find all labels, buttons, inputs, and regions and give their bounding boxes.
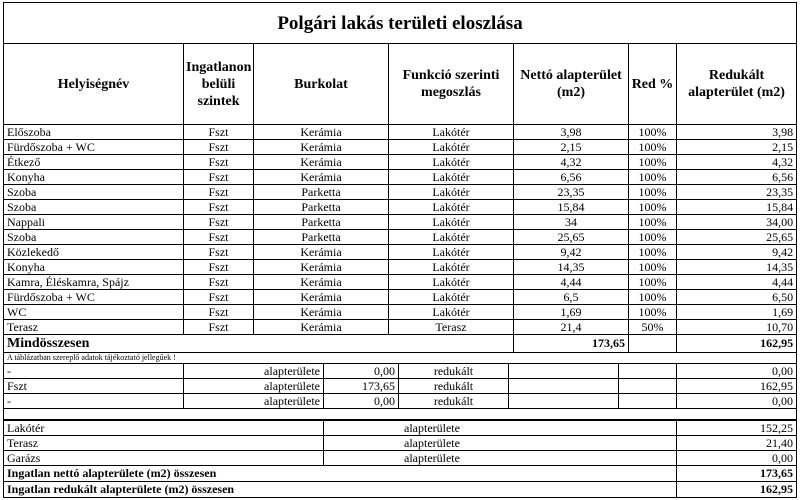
level-area-label: alapterülete (184, 364, 324, 379)
cell-floor: Kerámia (254, 125, 389, 140)
function-label: alapterülete (324, 421, 677, 436)
cell-floor: Kerámia (254, 290, 389, 305)
cell-red: 100% (629, 155, 677, 170)
cell-red: 50% (629, 320, 677, 335)
table-row (4, 215, 797, 230)
level-rows (4, 364, 797, 409)
function-label: alapterülete (324, 436, 677, 451)
function-name: Terasz (4, 436, 324, 451)
cell-net: 34 (514, 215, 629, 230)
spacer-row (4, 409, 797, 420)
cell-net: 23,35 (514, 185, 629, 200)
function-name: Lakótér (4, 421, 324, 436)
cell-red: 100% (629, 245, 677, 260)
level-name: Fszt (4, 379, 184, 394)
cell-level: Fszt (184, 320, 254, 335)
cell-floor: Kerámia (254, 170, 389, 185)
cell-reduced: 9,42 (677, 245, 797, 260)
cell-function: Lakótér (389, 155, 514, 170)
function-value: 152,25 (677, 421, 797, 436)
cell-reduced: 25,65 (677, 230, 797, 245)
level-name: - (4, 394, 184, 409)
cell-function: Lakótér (389, 260, 514, 275)
level-area-label: alapterülete (184, 394, 324, 409)
cell-red: 100% (629, 260, 677, 275)
function-label: alapterülete (324, 451, 677, 466)
level-red-spacer (509, 394, 619, 409)
cell-red: 100% (629, 200, 677, 215)
cell-floor: Kerámia (254, 155, 389, 170)
cell-floor: Kerámia (254, 275, 389, 290)
cell-floor: Parketta (254, 185, 389, 200)
cell-net: 3,98 (514, 125, 629, 140)
cell-floor: Kerámia (254, 320, 389, 335)
cell-net: 4,44 (514, 275, 629, 290)
cell-floor: Kerámia (254, 305, 389, 320)
cell-room: Előszoba (4, 125, 184, 140)
header-function: Funkció szerinti megoszlás (389, 44, 514, 125)
cell-floor: Parketta (254, 215, 389, 230)
table-row (4, 320, 797, 335)
cell-level: Fszt (184, 170, 254, 185)
cell-level: Fszt (184, 200, 254, 215)
cell-red: 100% (629, 305, 677, 320)
cell-net: 4,32 (514, 155, 629, 170)
level-area: 0,00 (324, 364, 399, 379)
table-row (4, 290, 797, 305)
function-summary-table (3, 420, 797, 498)
total-reduced: 162,95 (677, 335, 797, 353)
cell-reduced: 10,70 (677, 320, 797, 335)
cell-room: Közlekedő (4, 245, 184, 260)
cell-reduced: 3,98 (677, 125, 797, 140)
table-row (4, 200, 797, 215)
level-red-spacer (509, 364, 619, 379)
cell-function: Lakótér (389, 275, 514, 290)
cell-room: WC (4, 305, 184, 320)
cell-level: Fszt (184, 125, 254, 140)
level-area-label: alapterülete (184, 379, 324, 394)
cell-net: 2,15 (514, 140, 629, 155)
cell-room: Konyha (4, 260, 184, 275)
table-row (4, 140, 797, 155)
header-floor: Burkolat (254, 44, 389, 125)
cell-room: Szoba (4, 200, 184, 215)
table-row (4, 125, 797, 140)
cell-level: Fszt (184, 245, 254, 260)
cell-level: Fszt (184, 275, 254, 290)
level-red-spacer (509, 379, 619, 394)
function-row (4, 451, 797, 466)
level-red-spacer2 (619, 364, 677, 379)
table-row (4, 260, 797, 275)
cell-reduced: 6,50 (677, 290, 797, 305)
cell-room: Fürdőszoba + WC (4, 140, 184, 155)
cell-level: Fszt (184, 230, 254, 245)
level-red-label: redukált (399, 379, 509, 394)
cell-room: Szoba (4, 185, 184, 200)
function-row (4, 421, 797, 436)
cell-level: Fszt (184, 215, 254, 230)
cell-red: 100% (629, 185, 677, 200)
summary-value: 173,65 (677, 466, 797, 482)
total-net: 173,65 (514, 335, 629, 353)
cell-level: Fszt (184, 155, 254, 170)
cell-reduced: 34,00 (677, 215, 797, 230)
cell-net: 21,4 (514, 320, 629, 335)
cell-red: 100% (629, 230, 677, 245)
level-red: 0,00 (677, 394, 797, 409)
cell-reduced: 2,15 (677, 140, 797, 155)
level-summary-table (3, 363, 797, 420)
table-row (4, 245, 797, 260)
cell-reduced: 1,69 (677, 305, 797, 320)
cell-floor: Parketta (254, 200, 389, 215)
cell-function: Terasz (389, 320, 514, 335)
cell-net: 6,5 (514, 290, 629, 305)
note-row (4, 353, 797, 364)
cell-red: 100% (629, 290, 677, 305)
level-red-spacer2 (619, 379, 677, 394)
cell-room: Konyha (4, 170, 184, 185)
summary-value: 162,95 (677, 482, 797, 498)
header-level: Ingatlanon belüli szintek (184, 44, 254, 125)
cell-floor: Kerámia (254, 140, 389, 155)
cell-function: Lakótér (389, 125, 514, 140)
header-row (4, 44, 797, 125)
function-rows (4, 421, 797, 466)
cell-net: 14,35 (514, 260, 629, 275)
summary-row (4, 482, 797, 498)
level-red-spacer2 (619, 394, 677, 409)
table-row (4, 170, 797, 185)
cell-floor: Kerámia (254, 245, 389, 260)
level-red: 0,00 (677, 364, 797, 379)
cell-red: 100% (629, 215, 677, 230)
cell-red: 100% (629, 275, 677, 290)
function-value: 0,00 (677, 451, 797, 466)
cell-reduced: 4,32 (677, 155, 797, 170)
cell-function: Lakótér (389, 200, 514, 215)
table-row (4, 275, 797, 290)
cell-net: 6,56 (514, 170, 629, 185)
room-rows (4, 125, 797, 335)
cell-reduced: 6,56 (677, 170, 797, 185)
table-row (4, 305, 797, 320)
note-text: A táblázatban szereplő adatok tájékoztató jellegűek ! (4, 353, 797, 364)
level-name: - (4, 364, 184, 379)
summary-rows (4, 466, 797, 498)
cell-floor: Kerámia (254, 260, 389, 275)
cell-function: Lakótér (389, 305, 514, 320)
level-row (4, 379, 797, 394)
area-table (3, 2, 797, 363)
cell-red: 100% (629, 140, 677, 155)
total-row (4, 335, 797, 353)
level-area: 0,00 (324, 394, 399, 409)
level-row (4, 364, 797, 379)
table-row (4, 155, 797, 170)
cell-level: Fszt (184, 305, 254, 320)
cell-room: Szoba (4, 230, 184, 245)
function-name: Garázs (4, 451, 324, 466)
header-net: Nettó alapterület (m2) (514, 44, 629, 125)
cell-function: Lakótér (389, 290, 514, 305)
cell-red: 100% (629, 125, 677, 140)
level-area: 173,65 (324, 379, 399, 394)
cell-level: Fszt (184, 290, 254, 305)
level-red: 162,95 (677, 379, 797, 394)
cell-room: Fürdőszoba + WC (4, 290, 184, 305)
cell-level: Fszt (184, 140, 254, 155)
level-red-label: redukált (399, 394, 509, 409)
function-value: 21,40 (677, 436, 797, 451)
cell-floor: Parketta (254, 230, 389, 245)
cell-net: 1,69 (514, 305, 629, 320)
cell-function: Lakótér (389, 245, 514, 260)
total-label: Mindösszesen (4, 335, 514, 353)
cell-level: Fszt (184, 260, 254, 275)
page-title: Polgári lakás területi eloszlása (4, 3, 797, 44)
area-distribution-sheet (3, 2, 796, 498)
summary-label: Ingatlan redukált alapterülete (m2) összesen (4, 482, 677, 498)
header-reduced: Redukált alapterület (m2) (677, 44, 797, 125)
cell-function: Lakótér (389, 185, 514, 200)
cell-net: 25,65 (514, 230, 629, 245)
cell-reduced: 14,35 (677, 260, 797, 275)
cell-room: Étkező (4, 155, 184, 170)
cell-reduced: 23,35 (677, 185, 797, 200)
cell-level: Fszt (184, 185, 254, 200)
cell-room: Kamra, Éléskamra, Spájz (4, 275, 184, 290)
cell-reduced: 4,44 (677, 275, 797, 290)
cell-room: Terasz (4, 320, 184, 335)
cell-function: Lakótér (389, 140, 514, 155)
cell-reduced: 15,84 (677, 200, 797, 215)
cell-function: Lakótér (389, 170, 514, 185)
header-room: Helyiségnév (4, 44, 184, 125)
header-red: Red % (629, 44, 677, 125)
cell-room: Nappali (4, 215, 184, 230)
function-row (4, 436, 797, 451)
cell-net: 15,84 (514, 200, 629, 215)
summary-row (4, 466, 797, 482)
table-row (4, 185, 797, 200)
summary-label: Ingatlan nettó alapterülete (m2) összesen (4, 466, 677, 482)
cell-function: Lakótér (389, 215, 514, 230)
level-red-label: redukált (399, 364, 509, 379)
cell-function: Lakótér (389, 230, 514, 245)
cell-red: 100% (629, 170, 677, 185)
level-row (4, 394, 797, 409)
cell-net: 9,42 (514, 245, 629, 260)
table-row (4, 230, 797, 245)
